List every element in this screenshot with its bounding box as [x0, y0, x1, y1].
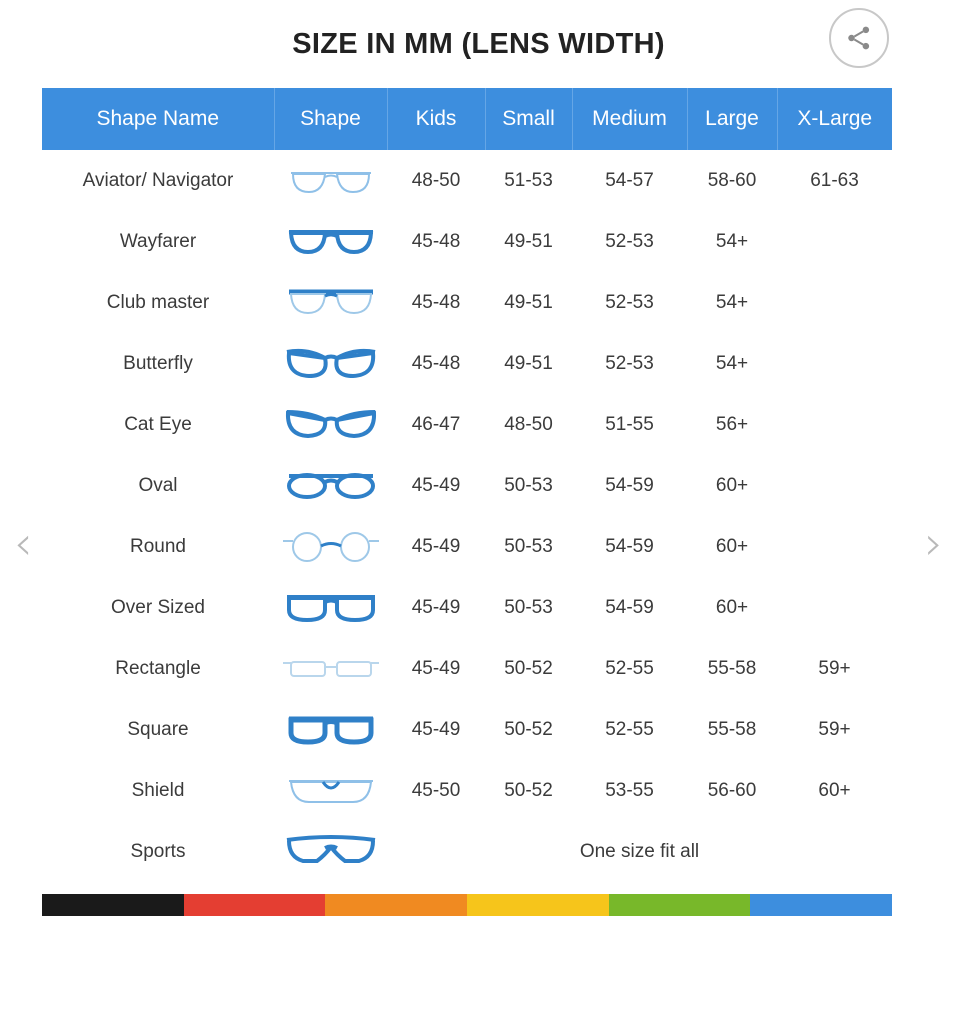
column-header-small: Small: [485, 88, 572, 150]
row-name: Over Sized: [111, 596, 205, 618]
row-medium: 54-59: [605, 474, 654, 496]
row-medium: 51-55: [605, 413, 654, 435]
row-medium: 52-55: [605, 718, 654, 740]
row-xlarge: 60+: [818, 779, 851, 801]
cateye-glasses-icon: [281, 405, 381, 445]
row-kids: 45-49: [411, 596, 461, 618]
table-header: [42, 88, 892, 150]
table-row: [42, 272, 892, 333]
table-row: [42, 577, 892, 638]
aviator-glasses-icon: [281, 161, 381, 201]
table-row: [42, 211, 892, 272]
table-row: [42, 516, 892, 577]
row-name: Butterfly: [123, 352, 193, 374]
row-large: 56+: [715, 413, 749, 435]
row-medium: 52-55: [605, 657, 654, 679]
row-small: 50-52: [504, 657, 553, 679]
row-small: 48-50: [504, 413, 553, 435]
share-button[interactable]: [829, 8, 889, 68]
row-xlarge: [777, 333, 892, 394]
row-name: Shield: [131, 779, 185, 801]
row-small: 50-53: [504, 535, 553, 557]
color-bar: [42, 894, 892, 916]
row-kids: 45-48: [411, 291, 461, 313]
row-shape: [274, 333, 387, 394]
row-large: 60+: [715, 535, 749, 557]
table-row: [42, 455, 892, 516]
column-header-medium: Medium: [572, 88, 687, 150]
table-row: [42, 699, 892, 760]
title-bar: [0, 0, 957, 88]
row-large: 55-58: [707, 718, 757, 740]
table-row: [42, 150, 892, 211]
row-xlarge: [777, 211, 892, 272]
row-xlarge: [777, 455, 892, 516]
row-shape: [274, 211, 387, 272]
clubmaster-glasses-icon: [281, 283, 381, 323]
row-xlarge: [777, 272, 892, 333]
row-small: 49-51: [504, 352, 553, 374]
row-small: 49-51: [504, 230, 553, 252]
row-xlarge: 61-63: [810, 169, 859, 191]
table-row-sports: [42, 821, 892, 882]
row-kids: 45-49: [411, 535, 461, 557]
row-medium: 52-53: [605, 291, 654, 313]
oversized-glasses-icon: [281, 588, 381, 628]
table-row: [42, 638, 892, 699]
table-row: [42, 760, 892, 821]
prev-arrow-icon[interactable]: ‹: [14, 516, 33, 570]
row-kids: 45-49: [411, 657, 461, 679]
table-header-row: [42, 88, 892, 150]
color-bar-segment-0: [42, 894, 184, 916]
sports-glasses-icon: [281, 832, 381, 872]
row-name: Aviator/ Navigator: [82, 169, 234, 191]
color-bar-segment-3: [467, 894, 609, 916]
row-medium: 53-55: [605, 779, 654, 801]
row-xlarge: [777, 577, 892, 638]
row-xlarge: 59+: [818, 657, 851, 679]
row-large: 60+: [715, 596, 749, 618]
row-kids: 46-47: [411, 413, 461, 435]
size-chart-card: [42, 88, 892, 882]
row-name: Rectangle: [115, 657, 201, 679]
row-name: Oval: [138, 474, 178, 496]
row-medium: 54-59: [605, 596, 654, 618]
row-kids: 45-49: [411, 718, 461, 740]
sports-note: One size fit all: [579, 840, 700, 862]
row-xlarge: [777, 394, 892, 455]
row-medium: 54-57: [605, 169, 654, 191]
row-shape: [274, 638, 387, 699]
row-small: 50-52: [504, 779, 553, 801]
row-small: 50-52: [504, 718, 553, 740]
row-medium: 54-59: [605, 535, 654, 557]
column-header-large: Large: [687, 88, 777, 150]
oval-glasses-icon: [281, 466, 381, 506]
butterfly-glasses-icon: [281, 344, 381, 384]
table-row: [42, 394, 892, 455]
row-large: 55-58: [707, 657, 757, 679]
row-kids: 45-48: [411, 352, 461, 374]
table-body: [42, 150, 892, 882]
size-table: [42, 88, 892, 882]
row-xlarge: [777, 516, 892, 577]
row-shape: [274, 150, 387, 211]
row-shape: [274, 272, 387, 333]
square-glasses-icon: [281, 710, 381, 750]
page-title: SIZE IN MM (LENS WIDTH): [292, 27, 665, 60]
color-bar-segment-1: [184, 894, 326, 916]
row-small: 49-51: [504, 291, 553, 313]
row-shape: [274, 821, 387, 882]
row-name: Club master: [106, 291, 210, 313]
row-shape: [274, 455, 387, 516]
color-bar-segment-4: [609, 894, 751, 916]
row-xlarge: 59+: [818, 718, 851, 740]
row-small: 50-53: [504, 596, 553, 618]
shield-glasses-icon: [281, 771, 381, 811]
row-name: Round: [130, 535, 186, 557]
row-kids: 48-50: [411, 169, 461, 191]
row-large: 60+: [715, 474, 749, 496]
column-header-kids: Kids: [387, 88, 485, 150]
round-glasses-icon: [281, 527, 381, 567]
wayfarer-glasses-icon: [281, 222, 381, 262]
share-icon: [844, 23, 874, 53]
row-large: 58-60: [707, 169, 757, 191]
row-shape: [274, 699, 387, 760]
rectangle-glasses-icon: [281, 649, 381, 689]
next-arrow-icon[interactable]: ›: [924, 516, 943, 570]
row-small: 51-53: [504, 169, 553, 191]
row-large: 56-60: [707, 779, 757, 801]
row-shape: [274, 760, 387, 821]
row-shape: [274, 394, 387, 455]
row-name: Wayfarer: [119, 230, 197, 252]
column-header-shape: Shape: [274, 88, 387, 150]
color-bar-segment-2: [325, 894, 467, 916]
row-large: 54+: [715, 352, 749, 374]
row-large: 54+: [715, 291, 749, 313]
row-small: 50-53: [504, 474, 553, 496]
row-name: Square: [127, 718, 189, 740]
column-header-xlarge: X-Large: [777, 88, 892, 150]
row-kids: 45-48: [411, 230, 461, 252]
row-name: Sports: [130, 840, 186, 862]
row-shape: [274, 577, 387, 638]
row-medium: 52-53: [605, 230, 654, 252]
column-header-shape-name: Shape Name: [42, 88, 274, 150]
row-kids: 45-50: [411, 779, 461, 801]
row-medium: 52-53: [605, 352, 654, 374]
row-name: Cat Eye: [124, 413, 192, 435]
color-bar-segment-5: [750, 894, 892, 916]
row-large: 54+: [715, 230, 749, 252]
row-kids: 45-49: [411, 474, 461, 496]
row-shape: [274, 516, 387, 577]
table-row: [42, 333, 892, 394]
